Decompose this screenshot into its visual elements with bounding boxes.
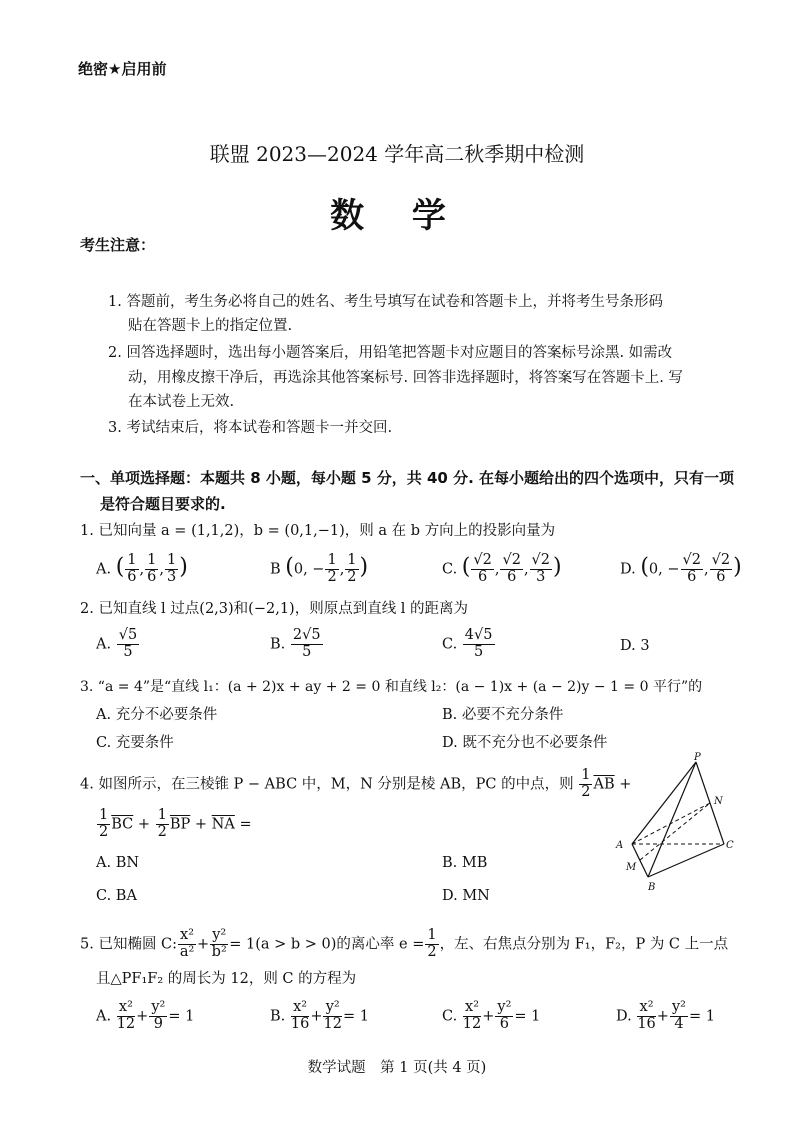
q4-option-b: B. MB [442,855,488,871]
label-a: A [616,840,624,851]
question-2-stem: 2. 已知直线 l 过点(2,3)和(−2,1)，则原点到直线 l 的距离为 [80,601,469,617]
q3-option-a: A. 充分不必要条件 [96,707,218,723]
q3-option-b: B. 必要不充分条件 [442,707,564,723]
q4-option-a: A. BN [96,855,140,871]
question-1-stem: 1. 已知向量 a = (1,1,2)，b = (0,1,−1)，则 a 在 b 方向上的投影向量为 [80,523,556,539]
notice-heading: 考生注意： [80,236,156,254]
question-5-stem-cont: 且△PF₁F₂ 的周长为 12，则 C 的方程为 [96,971,357,987]
notice-item-3: 3. 考试结束后，将本试卷和答题卡一并交回. [108,420,393,436]
question-4-stem: 4. 如图所示，在三棱锥 P − ABC 中，M，N 分别是棱 AB，PC 的中点，则 $\frac{1}{2}$ $\overline{AB}$ + [80,767,632,800]
notice-item-2-end: 在本试卷上无效. [128,394,235,410]
question-4-stem-cont: $\frac{1}{2}$ $\overline{BC}$ + $\frac{1}{2}$ $\overline{BP} + \overline{NA}$ = [99,807,252,840]
q4-option-d: D. MN [442,888,490,904]
label-c: C [726,840,734,851]
q1-option-a: A. ( $\frac{1}{6}$ , $\frac{1}{6}$ , $\frac{1}{3}$ ) [96,552,188,585]
label-n: N [714,796,723,807]
tetrahedron-figure [610,752,740,892]
question-5-stem: 5. 已知椭圆 C: $\frac{\text{x²}}{\text{a²}}$ + $\frac{\text{y²}}{\text{b²}}$ = 1(a > b > 0)的离心率 e = $\frac{1}{2}$ ，左、右焦点分别为 F₁，F₂，P 为 C 上一点 [80,927,729,960]
label-b: B [648,882,656,892]
notice-item-1-cont: 贴在答题卡上的指定位置. [128,318,293,334]
section-heading: 一、单项选择题：本题共 8 小题，每小题 5 分，共 40 分. 在每小题给出的四个选项中，只有一项 [80,469,735,487]
notice-item-2: 2. 回答选择题时，选出每小题答案后，用铅笔把答题卡对应题目的答案标号涂黑. 如需改 [108,345,673,361]
segment-na [632,803,710,844]
q1-option-c: C. ( $\frac{√2}{6}$ , $\frac{√2}{6}$ , $\frac{√2}{3}$ ) [442,552,562,585]
q2-option-a: A. $\frac{√5}{5}$ [96,627,138,660]
q2-option-b: B. $\frac{2√5}{5}$ [270,627,321,660]
subject-title: 数 学 [330,196,464,236]
notice-item-2-cont: 动，用橡皮擦干净后，再选涂其他答案标号. 回答非选择题时，将答案写在答题卡上. 写 [128,370,683,386]
q1-option-b: B (0, − $\frac{1}{2}$ , $\frac{1}{2}$ ) [270,552,369,585]
q1-option-d: D. (0, − $\frac{√2}{6}$ , $\frac{√2}{6}$ ) [620,552,742,585]
q3-option-d: D. 既不充分也不必要条件 [442,735,608,751]
exam-title: 联盟 2023—2024 学年高二秋季期中检测 [209,142,585,166]
q2-option-c: C. $\frac{4√5}{5}$ [442,627,493,660]
notice-item-1: 1. 答题前，考生务必将自己的姓名、考生号填写在试卷和答题卡上，并将考生号条形码 [108,294,663,310]
secret-mark: 绝密★启用前 [78,60,167,78]
q5-option-a: A. $\frac{\text{x²}}{12}$ + $\frac{\text{y²}}{9}$ = 1 [96,999,195,1032]
label-m: M [626,862,637,873]
page-footer: 数学试题 第 1 页(共 4 页) [307,1060,487,1076]
q5-option-d: D. $\frac{\text{x²}}{16}$ + $\frac{\text{y²}}{4}$ = 1 [616,999,715,1032]
q2-option-d: D. 3 [620,638,650,654]
label-p: P [694,752,701,763]
q5-option-b: B. $\frac{\text{x²}}{16}$ + $\frac{\text{y²}}{12}$ = 1 [270,999,369,1032]
q4-option-c: C. BA [96,888,137,904]
section-heading-cont: 是符合题目要求的. [100,495,226,513]
q3-option-c: C. 充要条件 [96,735,174,751]
question-3-stem: 3. “a = 4”是“直线 l₁：(a + 2)x + ay + 2 = 0 和直线 l₂：(a − 1)x + (a − 2)y − 1 = 0 平行”的 [80,679,703,695]
edge-pa [632,762,696,844]
q5-option-c: C. $\frac{\text{x²}}{12}$ + $\frac{\text{y²}}{6}$ = 1 [442,999,541,1032]
